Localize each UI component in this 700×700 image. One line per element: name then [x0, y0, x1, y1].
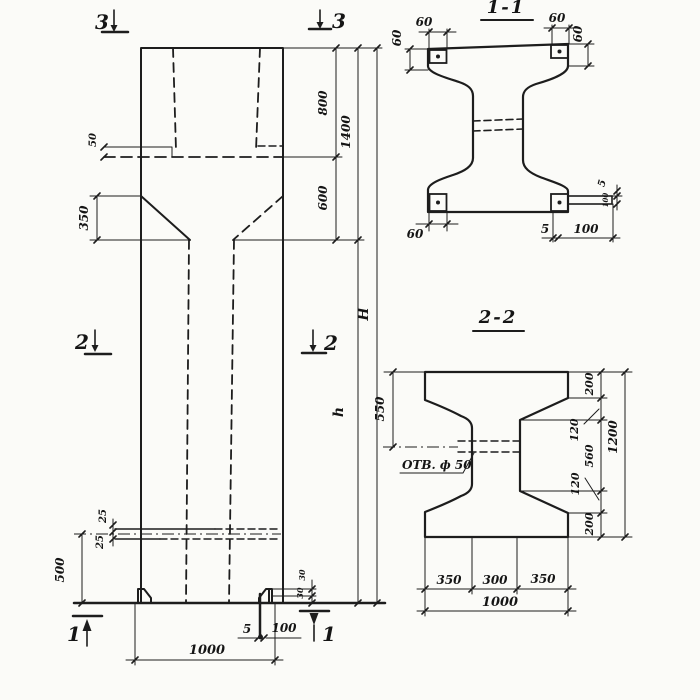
section-2-2-outline	[425, 372, 568, 537]
dim-30-bottom-label: 30	[295, 587, 305, 599]
section-1-1-web-hidden-lines	[473, 119, 523, 131]
dim-foot-5-label: 5	[242, 622, 252, 636]
section-2-2-extension-lines	[384, 372, 632, 616]
section-1-1-view	[390, 0, 622, 242]
section-marker-3-right	[309, 9, 346, 33]
dim-350-left-label: 350	[436, 573, 462, 587]
dim-100-side-label: 100	[601, 192, 610, 208]
dim-200-top-label: 200	[583, 372, 596, 396]
dim-300-label: 300	[482, 573, 508, 587]
section-marker-1-left	[67, 616, 102, 646]
column-outline	[141, 48, 283, 603]
marker-2-right-arrowhead-icon	[310, 345, 317, 352]
dim-200-bottom-label: 200	[583, 512, 596, 536]
dim-350-right-label: 350	[530, 572, 556, 586]
hole-diameter-label: ОТВ. ф 50	[402, 458, 472, 472]
section-1-1-outline	[428, 44, 568, 212]
dim-5-side-label: 5	[596, 178, 609, 189]
dim-500-label: 500	[53, 557, 67, 583]
dim-550-label: 550	[373, 396, 387, 422]
section-1-1-title: 1-1	[486, 0, 526, 18]
plate-dot-top-left	[436, 55, 440, 59]
dim-1000-label: 1000	[188, 643, 226, 658]
taper-left-line	[141, 196, 190, 240]
dim-60-top-right-label: 60	[548, 11, 566, 25]
dim-350-label: 350	[77, 205, 91, 231]
plate-dot-top-right	[558, 50, 562, 54]
dim-foot-100-label: 100	[271, 621, 297, 635]
dim-1400-label: 1400	[339, 115, 353, 149]
dim-120-lower-label: 120	[569, 472, 582, 496]
dim-5-bottom-label: 5	[540, 222, 550, 236]
section-marker-1-right	[300, 611, 336, 646]
web-hidden-right-line	[229, 240, 234, 603]
dim-30-top-label: 30	[297, 569, 307, 581]
capital-ledge-line	[104, 147, 172, 157]
dim-100-bottom-label: 100	[573, 222, 599, 236]
marker-3-left-label: 3	[95, 10, 109, 34]
dim-50-label: 50	[88, 133, 99, 147]
marker-2-left-label: 2	[75, 330, 89, 354]
dim-1200-label: 1200	[606, 420, 620, 454]
marker-2-left-arrowhead-icon	[92, 345, 99, 352]
dim-600-label: 600	[316, 185, 330, 211]
capital-hidden-left-line	[173, 48, 176, 150]
plate-dot-bottom-left	[436, 201, 440, 205]
section-marker-3-left	[95, 10, 128, 34]
hole-callout	[400, 453, 474, 473]
dim-H-label: H	[356, 307, 372, 321]
section-2-2-view	[373, 307, 632, 616]
dim-25-top-label: 25	[98, 509, 109, 523]
capital-hidden-right-line	[256, 48, 260, 150]
dim-560-label: 560	[583, 444, 596, 468]
dim-120-upper-label: 120	[568, 418, 581, 442]
dim-60-bottom-left-label: 60	[406, 227, 424, 241]
dim-25-bottom-label: 25	[95, 535, 106, 549]
dim-h-label: h	[331, 406, 347, 418]
web-hidden-left-line	[186, 240, 189, 603]
section-marker-2-right	[302, 330, 338, 355]
hole-edge-dashes-2-2	[458, 441, 520, 452]
plate-dot-bottom-right	[558, 201, 562, 205]
dim-800-label: 800	[316, 90, 330, 116]
dim-60-top-left-label: 60	[415, 15, 433, 29]
dim-1000-bottom-label: 1000	[481, 595, 519, 610]
marker-3-right-label: 3	[332, 9, 346, 33]
marker-1-right-label: 1	[322, 622, 336, 646]
section-1-1-dimension-lines	[410, 28, 620, 238]
left-foot	[138, 589, 151, 603]
marker-2-right-label: 2	[324, 331, 338, 355]
elevation-view	[53, 9, 385, 665]
embedded-plates	[430, 45, 613, 211]
taper-right-line	[233, 196, 283, 240]
marker-1-left-arrowhead-icon	[83, 619, 92, 631]
section-2-2-title: 2-2	[478, 307, 518, 328]
section-marker-2-left	[74, 330, 111, 354]
dim-60-left-label: 60	[390, 29, 404, 47]
marker-1-left-label: 1	[67, 622, 81, 646]
dim-60-right-label: 60	[571, 25, 585, 43]
marker-1-right-arrowhead-icon	[310, 613, 319, 625]
